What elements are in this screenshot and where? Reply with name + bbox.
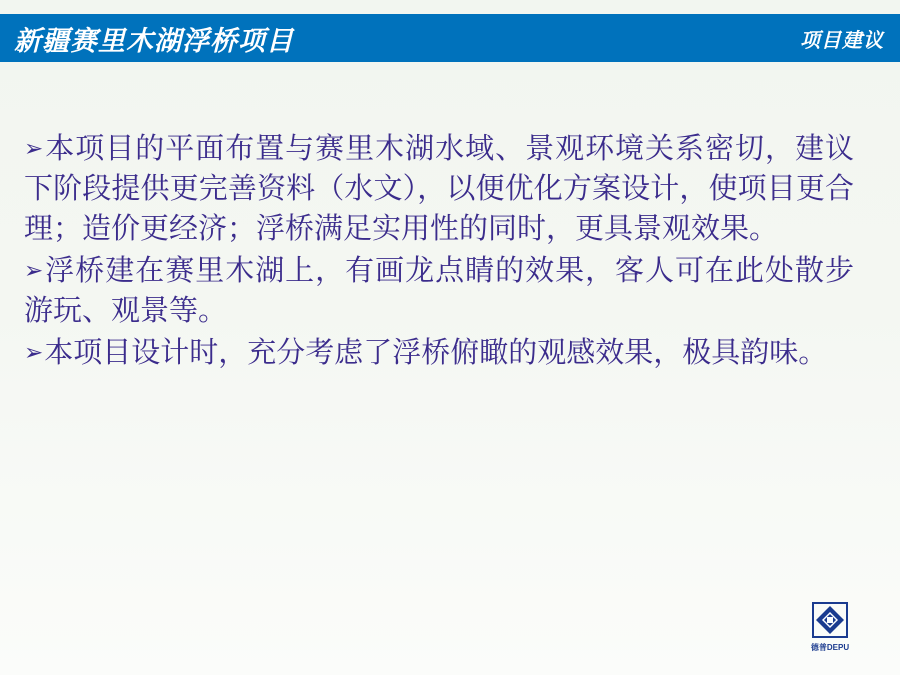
- arrow-bullet-icon: ➢: [24, 340, 44, 367]
- company-logo: [802, 600, 858, 653]
- diamond-logo-icon: [810, 600, 850, 640]
- bullet-paragraph: [24, 128, 854, 248]
- slide-header-bar: [0, 14, 900, 62]
- arrow-bullet-icon: ➢: [24, 136, 44, 162]
- company-logo-text: 德普DEPU: [810, 643, 850, 652]
- bullet-paragraph: [24, 250, 854, 330]
- header-section-label: 项目建议: [800, 29, 884, 52]
- bullet-paragraph-text: 本项目设计时，充分考虑了浮桥俯瞰的观感效果，极具韵味。: [44, 335, 828, 370]
- slide-body: [24, 128, 854, 374]
- page-title: 新疆赛里木湖浮桥项目: [14, 25, 294, 56]
- arrow-bullet-icon: ➢: [24, 258, 44, 285]
- bullet-paragraph: [24, 332, 854, 372]
- bullet-paragraph-text: 浮桥建在赛里木湖上，有画龙点睛的效果，客人可在此处散步游玩、观景等。: [24, 253, 854, 328]
- bullet-paragraph-text: 本项目的平面布置与赛里木湖水域、景观环境关系密切，建议下阶段提供更完善资料（水文），以便优化方案设计，使项目更合理；造价更经济；浮桥满足实用性的同时，更具景观效果。: [24, 131, 854, 246]
